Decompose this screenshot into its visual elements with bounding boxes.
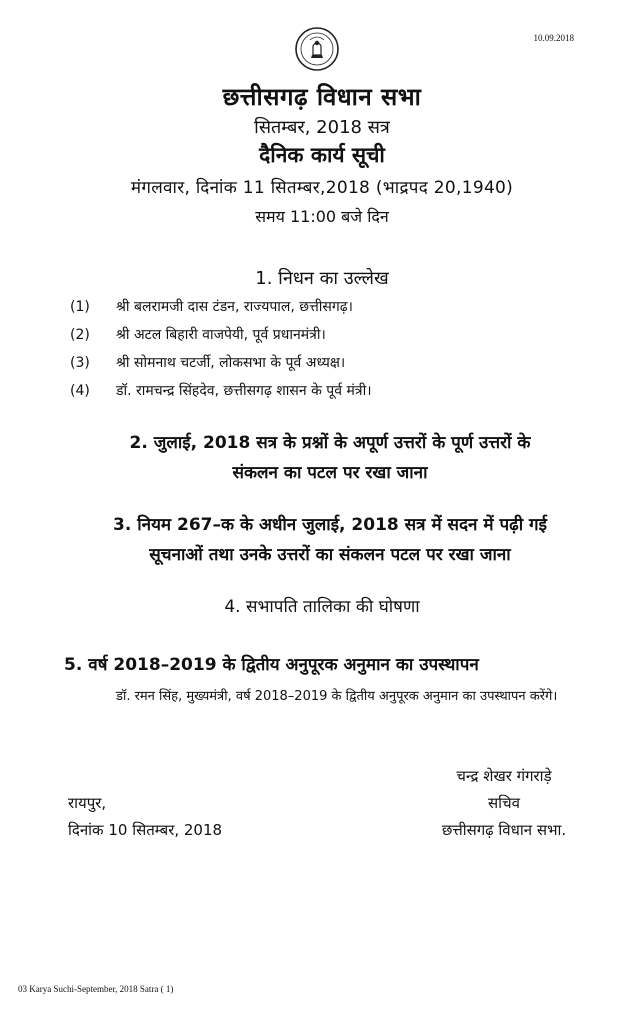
section3-line2: सूचनाओं तथा उनके उत्तरों का संकलन पटल पर रखा जाना bbox=[149, 545, 511, 565]
list-item bbox=[70, 325, 326, 344]
section2-line1: 2. जुलाई, 2018 सत्र के प्रश्नों के अपूर्ण उत्तरों के पूर्ण उत्तरों के bbox=[129, 433, 531, 453]
list-item-text: श्री सोमनाथ चटर्जी, लोकसभा के पूर्व अध्यक्ष। bbox=[116, 355, 346, 371]
list-item bbox=[70, 353, 345, 372]
list-item bbox=[70, 297, 353, 316]
list-item-number: (4) bbox=[70, 383, 90, 399]
agenda-title: दैनिक कार्य सूची bbox=[259, 143, 385, 167]
list-item-text: डॉ. रामचन्द्र सिंहदेव, छत्तीसगढ़ शासन के पूर्व मंत्री। bbox=[116, 383, 372, 399]
section3-text bbox=[50, 510, 610, 570]
list-item-number: (1) bbox=[70, 299, 90, 315]
footer-text: 03 Karya Suchi-September, 2018 Satra ( 1) bbox=[18, 984, 174, 994]
page-title: छत्तीसगढ़ विधान सभा bbox=[222, 83, 422, 111]
section5-desc-text: डॉ. रमन सिंह, मुख्यमंत्री, वर्ष 2018–2019 के द्वितीय अनुपूरक अनुमान का उपस्थापन करेंगे। bbox=[116, 689, 558, 704]
emblem-icon bbox=[294, 26, 340, 72]
list-item-number: (3) bbox=[70, 355, 90, 371]
place-date: दिनांक 10 सितम्बर, 2018 bbox=[68, 821, 223, 839]
signatory-designation: सचिव bbox=[488, 794, 520, 812]
signatory-office: छत्तीसगढ़ विधान सभा. bbox=[441, 821, 567, 839]
list-item bbox=[70, 381, 372, 400]
list-item-text: श्री बलरामजी दास टंडन, राज्यपाल, छत्तीसगढ़। bbox=[116, 299, 353, 315]
session-line: सितम्बर, 2018 सत्र bbox=[254, 117, 390, 138]
place-city: रायपुर, bbox=[68, 794, 107, 812]
section5-heading: 5. वर्ष 2018–2019 के द्वितीय अनुपूरक अनुमान का उपस्थापन bbox=[64, 655, 479, 675]
list-item-number: (2) bbox=[70, 327, 90, 343]
section2-line2: संकलन का पटल पर रखा जाना bbox=[232, 463, 428, 483]
section5-description bbox=[66, 684, 626, 710]
signatory-name: चन्द्र शेखर गंगराड़े bbox=[456, 767, 552, 785]
list-item-text: श्री अटल बिहारी वाजपेयी, पूर्व प्रधानमंत्री। bbox=[116, 327, 326, 343]
time-line: समय 11:00 बजे दिन bbox=[255, 207, 389, 226]
date-stamp: 10.09.2018 bbox=[533, 33, 574, 43]
section1-heading: 1. निधन का उल्लेख bbox=[255, 268, 389, 289]
section2-text bbox=[50, 428, 610, 488]
day-line: मंगलवार, दिनांक 11 सितम्बर,2018 (भाद्रपद 20,1940) bbox=[130, 178, 514, 198]
section3-line1: 3. नियम 267–क के अधीन जुलाई, 2018 सत्र में सदन में पढ़ी गई bbox=[113, 515, 547, 535]
section4-heading: 4. सभापति तालिका की घोषणा bbox=[224, 597, 420, 617]
